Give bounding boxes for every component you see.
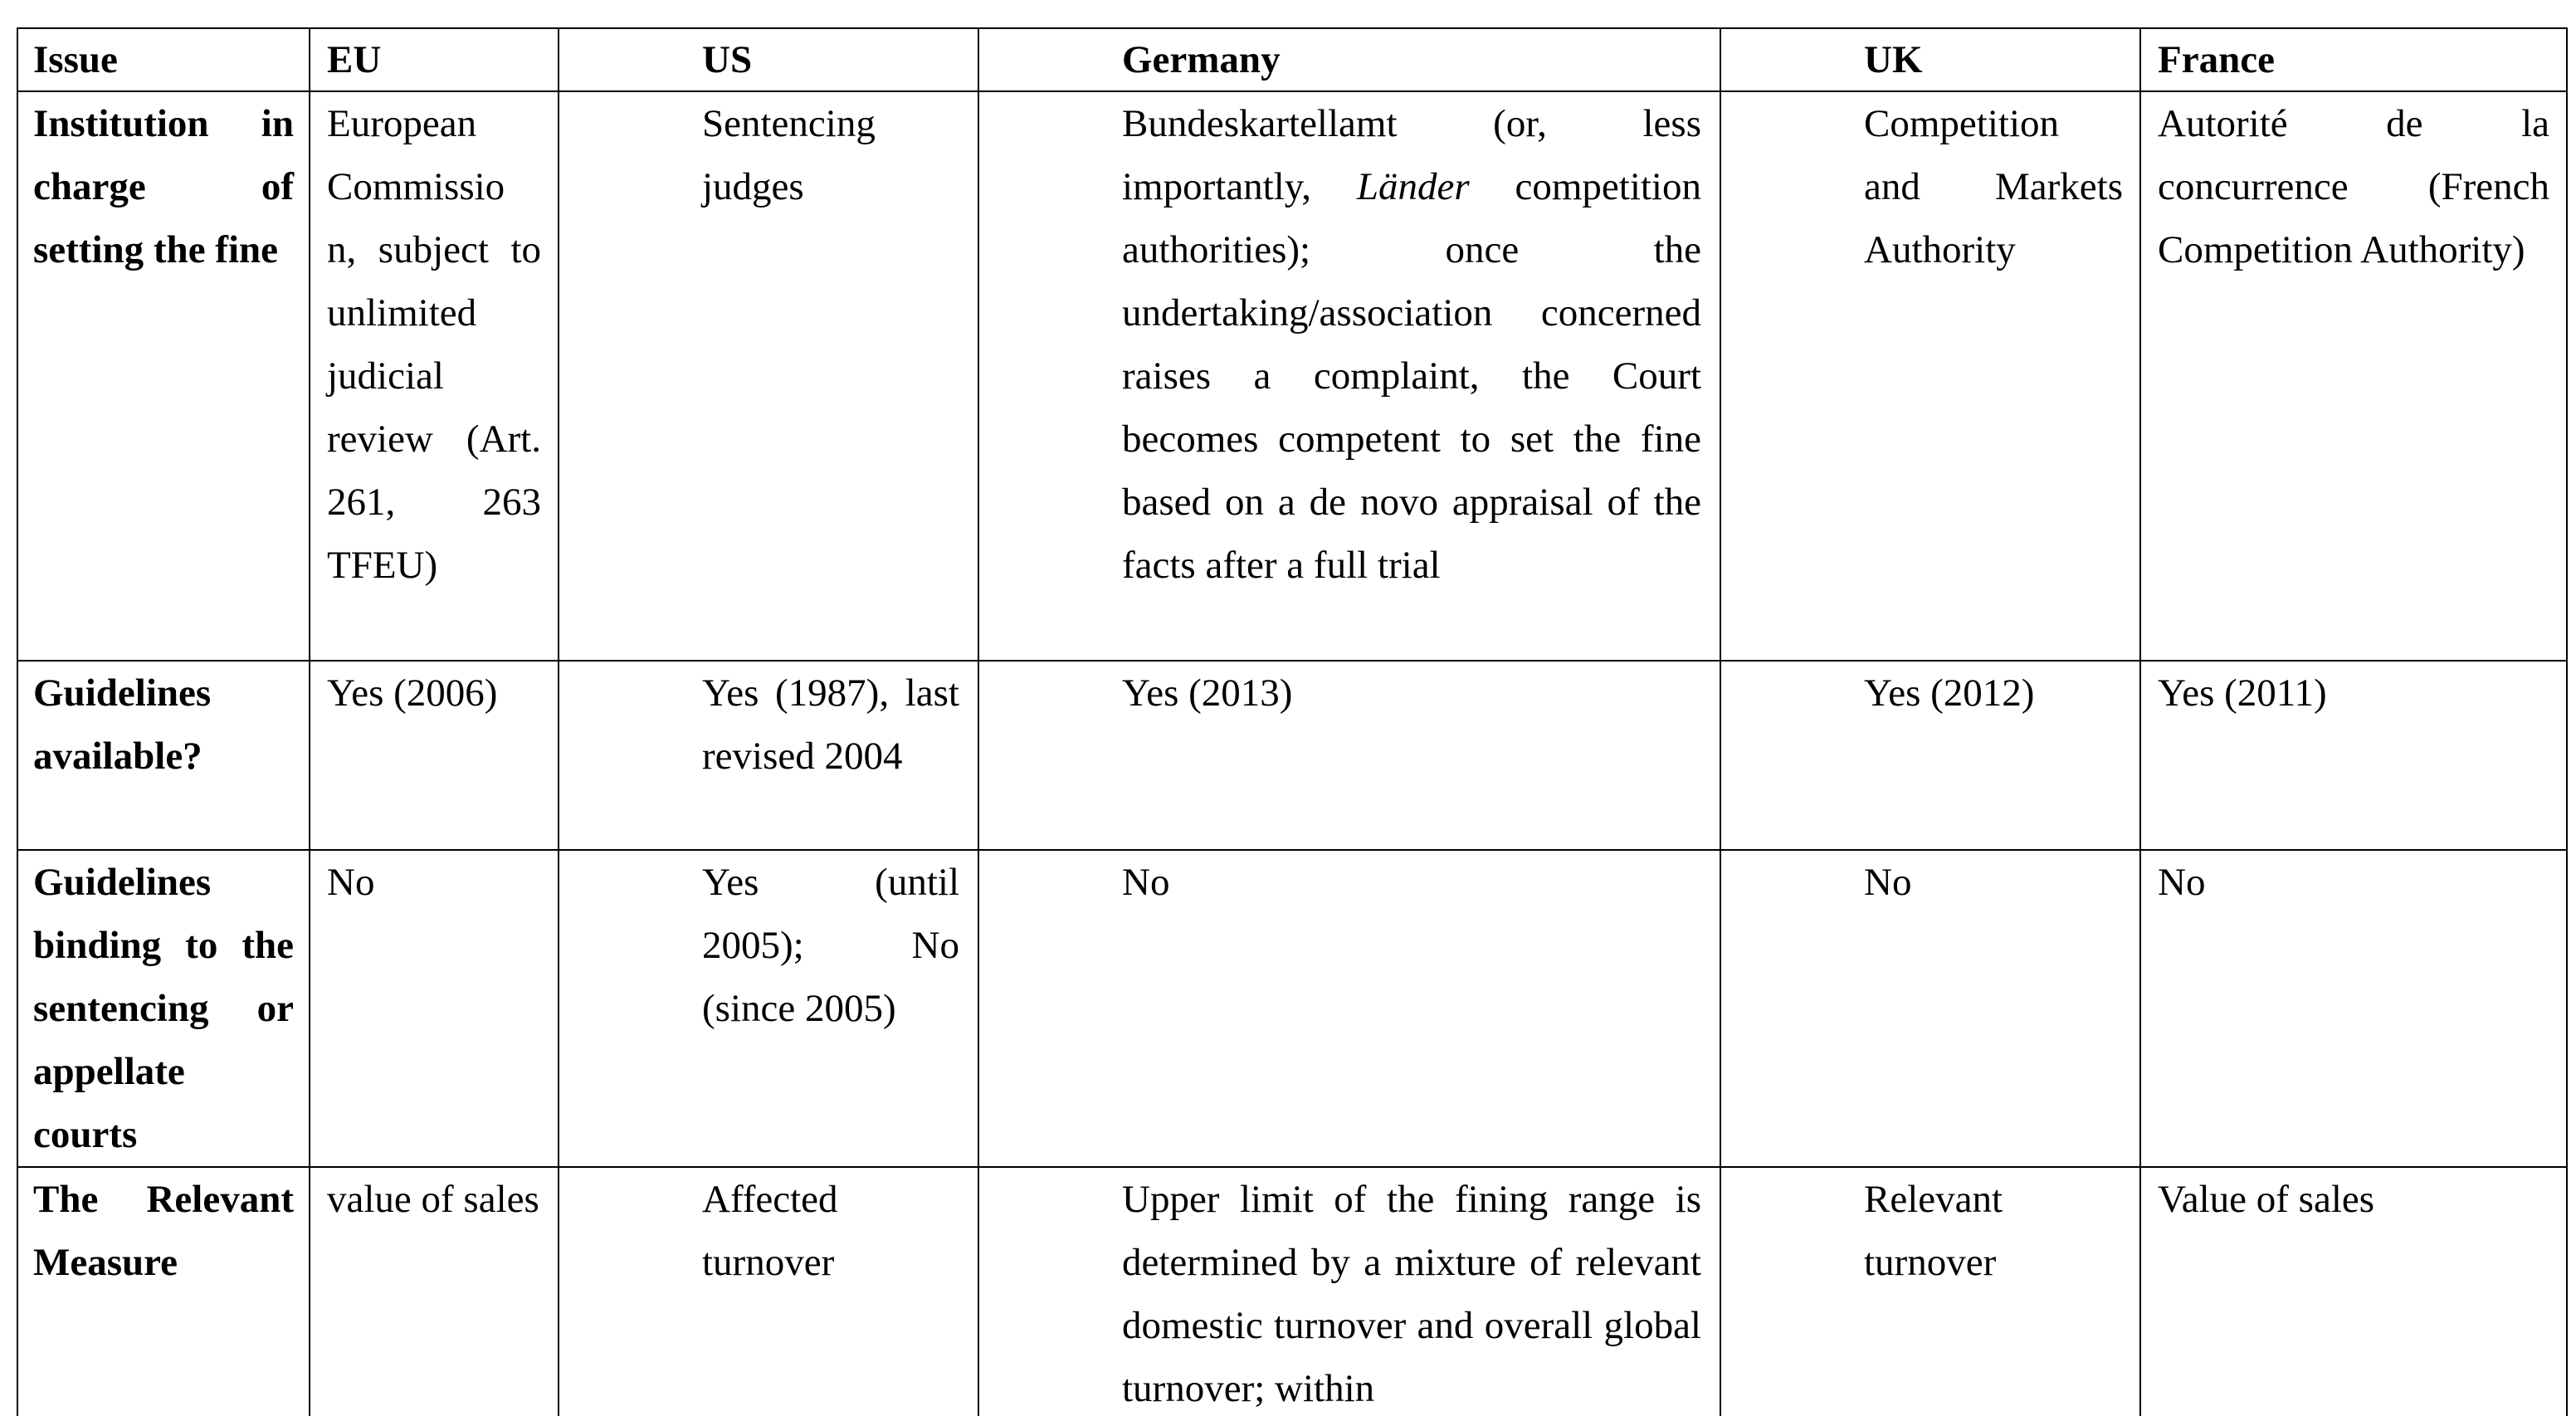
- issue-cell: Guidelines binding to the sentencing or appellate courts: [17, 850, 310, 1167]
- uk-cell: No: [1720, 850, 2140, 1167]
- france-cell: Value of sales: [2140, 1167, 2567, 1416]
- us-cell: Affected turnover: [559, 1167, 978, 1416]
- eu-cell: value of sales: [310, 1167, 559, 1416]
- france-cell: Autorité de la concurrence (French Competition Authority): [2140, 91, 2567, 661]
- issue-cell: The Relevant Measure: [17, 1167, 310, 1416]
- table-row: [17, 1167, 2567, 1416]
- fines-comparison-table: [17, 27, 2568, 1416]
- us-cell: Yes (until 2005); No (since 2005): [559, 850, 978, 1167]
- table-row: [17, 91, 2567, 661]
- header-cell-france: France: [2140, 28, 2567, 91]
- germany-text-italic: Länder: [1356, 165, 1470, 208]
- eu-cell: Yes (2006): [310, 661, 559, 850]
- us-cell: Sentencing judges: [559, 91, 978, 661]
- uk-cell: Yes (2012): [1720, 661, 2140, 850]
- issue-cell: Institution in charge of setting the fine: [17, 91, 310, 661]
- table-row: [17, 661, 2567, 850]
- france-cell: No: [2140, 850, 2567, 1167]
- eu-cell: European Commissio n, subject to unlimited judicial review (Art. 261, 263 TFEU): [310, 91, 559, 661]
- germany-text-part-2: competition authorities); once the undertaking/association concerned raises a complaint, the Court becomes competent to set the fine based on a de novo appraisal of the facts after a full trial: [1122, 165, 1701, 587]
- header-cell-germany: Germany: [978, 28, 1720, 91]
- eu-cell: No: [310, 850, 559, 1167]
- germany-cell: No: [978, 850, 1720, 1167]
- germany-text-part-1: Bundeskartellamt (or, less importantly,: [1122, 102, 1701, 208]
- table-row: [17, 850, 2567, 1167]
- germany-cell: Upper limit of the fining range is determined by a mixture of relevant domestic turnover and overall global turnover; within: [978, 1167, 1720, 1416]
- uk-cell: Competition and Markets Authority: [1720, 91, 2140, 661]
- france-cell: Yes (2011): [2140, 661, 2567, 850]
- table-header-row: [17, 28, 2567, 91]
- germany-cell: [978, 91, 1720, 661]
- header-cell-eu: EU: [310, 28, 559, 91]
- germany-cell: Yes (2013): [978, 661, 1720, 850]
- header-cell-issue: Issue: [17, 28, 310, 91]
- header-cell-us: US: [559, 28, 978, 91]
- us-cell: Yes (1987), last revised 2004: [559, 661, 978, 850]
- uk-cell: Relevant turnover: [1720, 1167, 2140, 1416]
- header-cell-uk: UK: [1720, 28, 2140, 91]
- issue-cell: Guidelines available?: [17, 661, 310, 850]
